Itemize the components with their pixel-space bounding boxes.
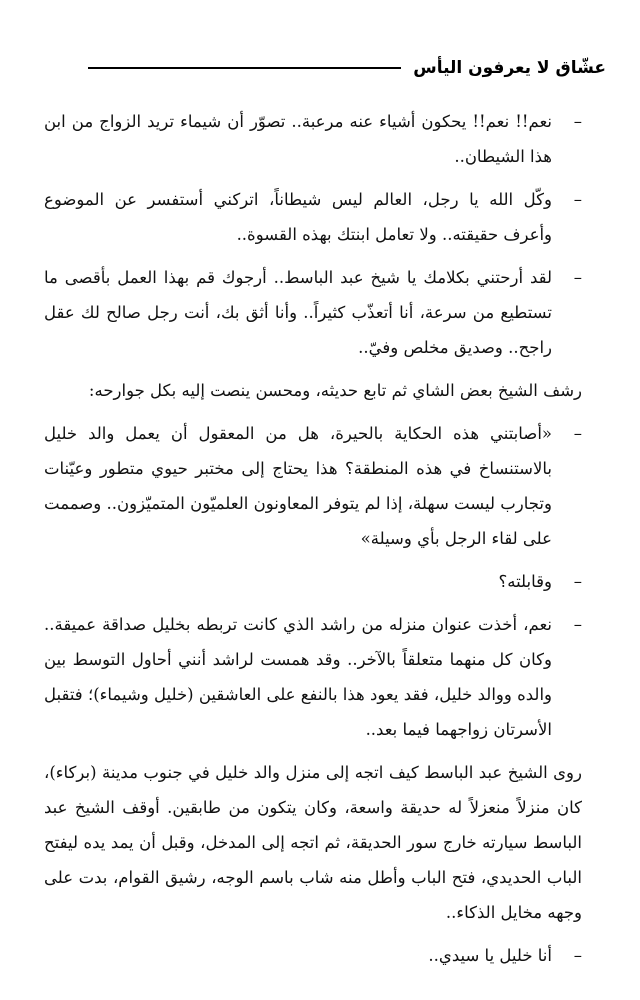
dialogue-line — [44, 260, 582, 365]
body-text — [44, 104, 582, 981]
narration-paragraph: رشف الشيخ بعض الشاي ثم تابع حديثه، ومحسن ينصت إليه بكل جوارحه: — [88, 381, 582, 400]
dialogue-dash: – — [573, 190, 582, 209]
running-title: عشّاق لا يعرفون اليأس — [413, 58, 606, 78]
dialogue-line — [44, 607, 582, 747]
dialogue-dash: – — [573, 424, 582, 443]
dialogue-line — [44, 564, 582, 599]
dialogue-text: لقد أرحتني بكلامك يا شيخ عبد الباسط.. أرجوك قم بهذا العمل بأقصى ما تستطيع من سرعة، أنا أتعذّب كثيراً.. وأنا أثق بك، أنت رجل صالح لك عقل راجح.. وصديق مخلص وفيّ.. — [44, 268, 552, 357]
dialogue-text: أنا خليل يا سيدي.. — [428, 946, 552, 965]
dialogue-text: وكّل الله يا رجل، العالم ليس شيطاناً، اتركني أستفسر عن الموضوع وأعرف حقيقته.. ولا تعامل ابنتك بهذه القسوة.. — [44, 190, 552, 244]
dialogue-dash: – — [573, 112, 582, 131]
dialogue-dash: – — [573, 946, 582, 965]
dialogue-text: نعم، أخذت عنوان منزله من راشد الذي كانت تربطه بخليل صداقة عميقة.. وكان كل منهما متعلقاً بالآخر.. وقد همست لراشد أنني أحاول التوسط بين والده ووالد خليل، فقد يعود هذا بالنفع على العاشقين (خليل وشيماء)؛ فتقبل الأسرتان زواجهما فيما بعد.. — [44, 615, 552, 739]
header-rule — [88, 67, 401, 69]
dialogue-dash: – — [573, 268, 582, 287]
dialogue-text: نعم!! نعم!! يحكون أشياء عنه مرعبة.. تصوّر أن شيماء تريد الزواج من ابن هذا الشيطان.. — [44, 112, 552, 166]
dialogue-dash: – — [573, 615, 582, 634]
dialogue-text: وقابلته؟ — [498, 572, 552, 591]
dialogue-line — [44, 104, 582, 174]
dialogue-line — [44, 938, 582, 973]
dialogue-line — [44, 182, 582, 252]
dialogue-dash: – — [573, 572, 582, 591]
dialogue-line — [44, 416, 582, 556]
narration-paragraph: روى الشيخ عبد الباسط كيف اتجه إلى منزل والد خليل في جنوب مدينة (بركاء)، كان منزلاً منعزلاً له حديقة واسعة، وكان يتكون من طابقين. أوقف الشيخ عبد الباسط سيارته خارج سور الحديقة، ثم اتجه إلى المدخل، وقبل أن يمد يده ليفتح الباب الحديدي، فتح الباب وأطل منه شاب باسم الوجه، رشيق القوام، بدت على وجهه مخايل الذكاء.. — [44, 763, 582, 922]
page-header — [88, 58, 606, 78]
dialogue-text: «أصابتني هذه الحكاية بالحيرة، هل من المعقول أن يعمل والد خليل بالاستنساخ في هذه المنطقة؟ هذا يحتاج إلى مختبر حيوي متطور وعيّنات وتجارب ليست سهلة، إذا لم يتوفر المعاونون العلميّون المتميّزون.. وصممت على لقاء الرجل بأي وسيلة» — [44, 424, 552, 548]
